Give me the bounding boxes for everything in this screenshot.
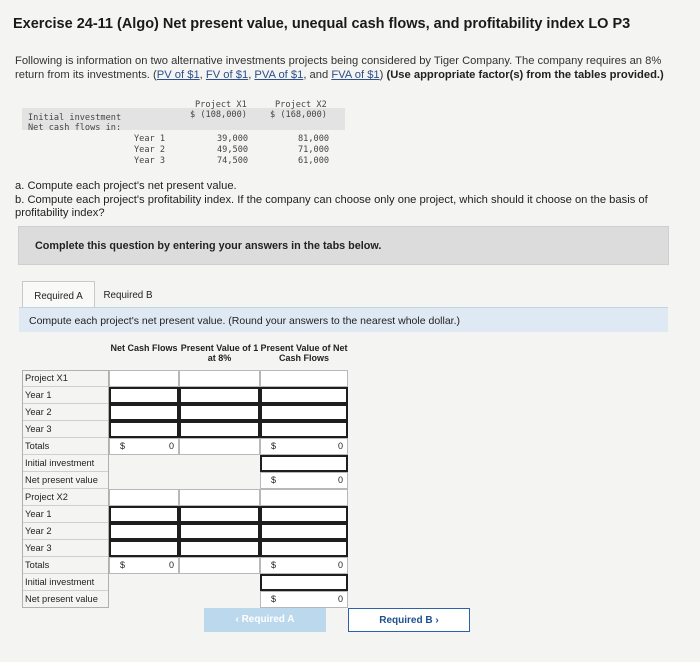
x1-total-pv-value: 0 (337, 441, 343, 451)
x1-npv (260, 472, 348, 489)
given-x2-year3: 61,000 (298, 156, 330, 166)
x2-year3-pvfactor-input[interactable] (179, 540, 260, 557)
table-row (22, 472, 349, 489)
instruction-banner (18, 226, 669, 265)
fva-table-link[interactable]: FVA of $1 (331, 69, 380, 81)
x1-total-cashflow-value: 0 (168, 441, 174, 451)
given-project-x1-header: Project X1 (195, 100, 247, 110)
table-row (22, 557, 349, 574)
x2-total-pv (260, 557, 348, 574)
x1-npv-value: 0 (337, 475, 343, 485)
x1-year3-label: Year 3 (25, 424, 52, 434)
x2-year3-label: Year 3 (25, 543, 52, 553)
tab-required-b[interactable]: Required B (103, 290, 153, 301)
tab-required-a[interactable]: Required A (22, 281, 95, 308)
given-x1-year2: 49,500 (217, 145, 249, 155)
task-b: b. Compute each project's profitability index. If the company can choose only one project, which should it choose on the basis of profitability index? (15, 193, 648, 219)
x1-total-pv (260, 438, 348, 455)
table-row (22, 591, 349, 608)
x2-blank-c2 (179, 489, 260, 506)
x2-total-blank (179, 557, 260, 574)
currency-symbol: $ (120, 560, 126, 570)
x2-year3-pv-input[interactable] (260, 540, 348, 557)
pv-table-link[interactable]: PV of $1 (156, 69, 200, 81)
table-row (22, 574, 349, 591)
x1-year2-pvfactor-input[interactable] (179, 404, 260, 421)
x2-npv-label: Net present value (25, 594, 98, 604)
table-row (22, 540, 349, 557)
x1-label-row (22, 370, 349, 387)
task-list (15, 180, 685, 221)
x1-blank-c3 (260, 370, 348, 387)
x1-blank-c1 (109, 370, 179, 387)
x2-year2-pv-input[interactable] (260, 523, 348, 540)
col-header-net-cash-flows: Net Cash Flows (110, 343, 178, 353)
intro-text-start: Following is information on two alternative investments projects being considered by Tiger Company. The company requires an 8% return from its investments. ( (15, 55, 662, 81)
exercise-title: Exercise 24-11 (Algo) Net present value, unequal cash flows, and profitability index LO P3 (13, 16, 631, 32)
x2-totals-label: Totals (25, 560, 50, 570)
given-initial-label: Initial investment (28, 113, 122, 123)
given-data-table (22, 96, 345, 164)
given-initial-x1: $ (108,000) (190, 110, 247, 120)
given-x2-year1: 81,000 (298, 134, 330, 144)
table-row (22, 421, 349, 438)
intro-text: Following is information on two alternative investments projects being considered by Tiger Company. The company requires an 8% return from its investments. (PV of $1, FV of $1, PVA of $1, and FVA of $1) (Use appropriate factor(s) from the tables provided.) (15, 55, 664, 81)
x1-year2-label: Year 2 (25, 407, 52, 417)
given-initial-x2: $ (168,000) (270, 110, 327, 120)
x2-total-cashflow-value: 0 (168, 560, 174, 570)
x1-blank-c2 (179, 370, 260, 387)
x1-total-cashflow (109, 438, 179, 455)
col-header-pv-cash-flows: Present Value of Net Cash Flows (260, 343, 348, 363)
given-x1-year1: 39,000 (217, 134, 249, 144)
table-row (22, 404, 349, 421)
x2-year3-cashflow-input[interactable] (109, 540, 179, 557)
currency-symbol: $ (271, 560, 277, 570)
x2-initial-label: Initial investment (25, 577, 95, 587)
x2-label-row (22, 489, 349, 506)
x1-npv-label: Net present value (25, 475, 98, 485)
given-x2-year2: 71,000 (298, 145, 330, 155)
given-year-2: Year 2 (134, 145, 166, 155)
table-row (22, 438, 349, 455)
x2-blank-c1 (109, 489, 179, 506)
pva-table-link[interactable]: PVA of $1 (254, 69, 304, 81)
table-row (22, 455, 349, 472)
prev-required-a-button[interactable]: ‹ Required A (204, 608, 326, 632)
x2-year2-label: Year 2 (25, 526, 52, 536)
currency-symbol: $ (120, 441, 126, 451)
x1-year1-label: Year 1 (25, 390, 52, 400)
x2-year1-pv-input[interactable] (260, 506, 348, 523)
x2-year2-pvfactor-input[interactable] (179, 523, 260, 540)
table-row (22, 506, 349, 523)
x2-year1-label: Year 1 (25, 509, 52, 519)
given-project-x2-header: Project X2 (275, 100, 327, 110)
x2-npv (260, 591, 348, 608)
x1-year1-pvfactor-input[interactable] (179, 387, 260, 404)
task-a: a. Compute each project's net present value. (15, 180, 237, 192)
x1-year1-cashflow-input[interactable] (109, 387, 179, 404)
x1-year3-pvfactor-input[interactable] (179, 421, 260, 438)
currency-symbol: $ (271, 475, 277, 485)
x1-initial-label: Initial investment (25, 458, 95, 468)
x1-total-blank (179, 438, 260, 455)
given-x1-year3: 74,500 (217, 156, 249, 166)
given-cashflow-label: Net cash flows in: (28, 123, 122, 133)
x2-total-cashflow (109, 557, 179, 574)
project-x2-label: Project X2 (25, 492, 68, 502)
x1-totals-label: Totals (25, 441, 50, 451)
x1-year1-pv-input[interactable] (260, 387, 348, 404)
project-x1-label: Project X1 (25, 373, 68, 383)
intro-text-end: (Use appropriate factor(s) from the tables provided.) (386, 69, 664, 81)
next-required-b-button[interactable]: Required B › (348, 608, 470, 632)
instruction-text: Compute each project's net present value. (Round your answers to the nearest whole dollar.) (29, 315, 460, 327)
question-instruction (19, 307, 668, 332)
x1-initial-investment-input[interactable] (260, 455, 348, 472)
table-row (22, 523, 349, 540)
currency-symbol: $ (271, 441, 277, 451)
x2-year1-pvfactor-input[interactable] (179, 506, 260, 523)
x2-npv-value: 0 (337, 594, 343, 604)
given-year-3: Year 3 (134, 156, 166, 166)
next-label: Required B (379, 615, 433, 626)
x2-year2-cashflow-input[interactable] (109, 523, 179, 540)
x2-total-pv-value: 0 (337, 560, 343, 570)
x1-year3-cashflow-input[interactable] (109, 421, 179, 438)
x1-year2-pv-input[interactable] (260, 404, 348, 421)
x1-year2-cashflow-input[interactable] (109, 404, 179, 421)
x2-blank-c3 (260, 489, 348, 506)
given-year-1: Year 1 (134, 134, 166, 144)
currency-symbol: $ (271, 594, 277, 604)
x2-year1-cashflow-input[interactable] (109, 506, 179, 523)
col-header-pv-factor: Present Value of 1 at 8% (180, 343, 259, 363)
prev-label: Required A (241, 614, 295, 625)
table-row (22, 387, 349, 404)
banner-text: Complete this question by entering your answers in the tabs below. (35, 240, 382, 252)
fv-table-link[interactable]: FV of $1 (205, 69, 249, 81)
x2-initial-investment-input[interactable] (260, 574, 348, 591)
x1-year3-pv-input[interactable] (260, 421, 348, 438)
